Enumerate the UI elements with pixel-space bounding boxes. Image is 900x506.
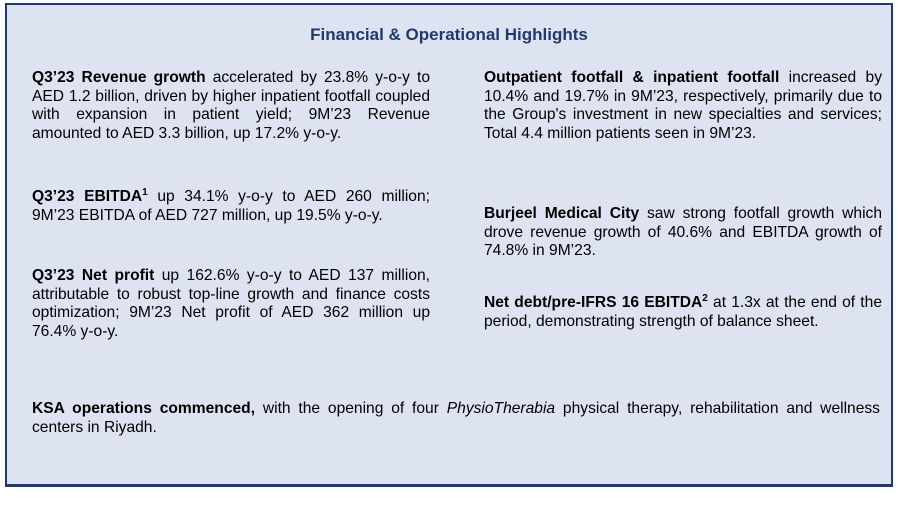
net-debt-text: at 1.3x at the end of the period, demonstrating strength of balance sheet. [484,294,882,330]
footfall-text: increased by 10.4% and 19.7% in 9M’23, respectively, primarily due to the Group's investment in new specialties and services; Total 4.4 million patients seen in 9M’23. [484,69,882,142]
ebitda-footnote-mark: 1 [142,187,148,198]
revenue-paragraph [32,69,430,143]
net-debt-paragraph [484,294,882,331]
net-profit-heading: Q3’23 Net profit [32,267,155,284]
ebitda-text: up 34.1% y-o-y to AED 260 million; 9M’23 EBITDA of AED 727 million, up 19.5% y-o-y. [32,188,430,224]
bmc-paragraph [484,205,882,261]
ebitda-heading: Q3’23 EBITDA [32,188,143,205]
net-profit-text: up 162.6% y-o-y to AED 137 million, attributable to robust top-line growth and finance costs optimization; 9M’23 Net profit of AED 362 million up 76.4% y-o-y. [32,267,431,340]
panel-title: Financial & Operational Highlights [310,25,588,44]
revenue-text: accelerated by 23.8% y-o-y to AED 1.2 billion, driven by higher inpatient footfall coupled with expansion in patient yield; 9M’23 Revenue amounted to AED 3.3 billion, up 17.2% y-o-y. [32,69,430,142]
bmc-text: saw strong footfall growth which drove revenue growth of 40.6% and EBITDA growth of 74.8% in 9M’23. [484,205,883,259]
ksa-text-2: physical therapy, rehabilitation and wellness centers in Riyadh. [32,400,880,436]
net-profit-paragraph [32,267,430,341]
ksa-paragraph [32,400,880,437]
footfall-paragraph [484,69,882,143]
ksa-heading: KSA operations commenced, [32,400,256,417]
net-debt-heading: Net debt/pre-IFRS 16 EBITDA [484,294,703,311]
net-debt-footnote-mark: 2 [702,293,708,304]
highlights-panel [5,3,893,487]
footfall-heading: Outpatient footfall & inpatient footfall [484,69,780,86]
ebitda-paragraph [32,188,430,225]
ksa-text-1: with the opening of four [255,400,447,417]
bmc-heading: Burjeel Medical City [484,205,640,222]
ksa-brand: PhysioTherabia [446,400,556,417]
revenue-heading: Q3’23 Revenue growth [32,69,206,86]
